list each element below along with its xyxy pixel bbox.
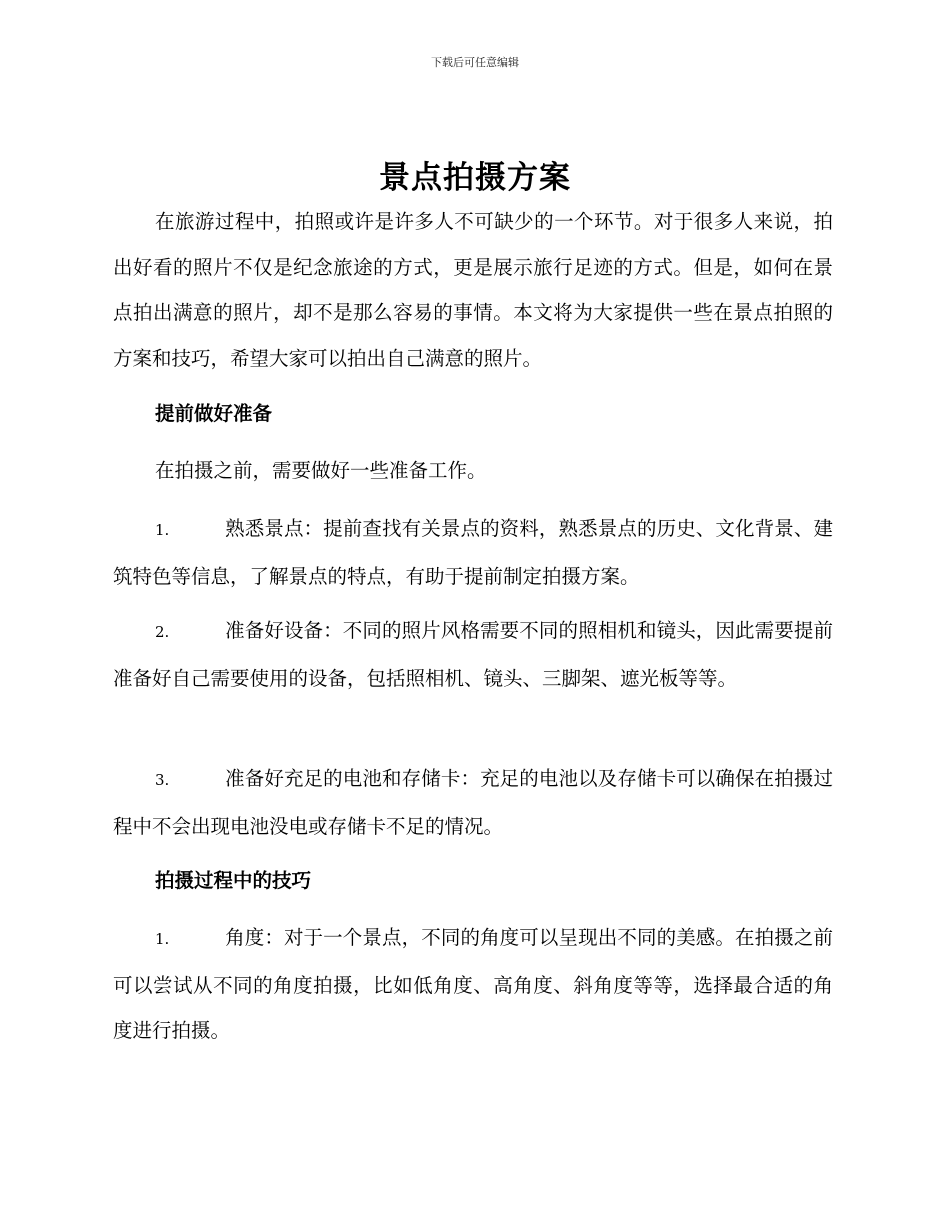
- list-item: [113, 506, 833, 599]
- intro-paragraph: 在旅游过程中，拍照或许是许多人不可缺少的一个环节。对于很多人来说，拍出好看的照片不仅是纪念旅途的方式，更是展示旅行足迹的方式。但是，如何在景点拍出满意的照片，却不是那么容易的事情。本文将为大家提供一些在景点拍照的方案和技巧，希望大家可以拍出自己满意的照片。: [113, 210, 833, 370]
- list-item: [113, 915, 833, 1054]
- section-lead-text: 在拍摄之前，需要做好一些准备工作。: [155, 459, 487, 482]
- list-item: [113, 608, 833, 701]
- list-item: [113, 756, 833, 849]
- list-item-text: 准备好设备：不同的照片风格需要不同的照相机和镜头，因此需要提前准备好自己需要使用的设备，包括照相机、镜头、三脚架、遮光板等等。: [113, 619, 833, 690]
- list-item-number: 1.: [155, 521, 170, 539]
- document-title: 景点拍摄方案: [379, 160, 571, 196]
- list-item-text: 熟悉景点：提前查找有关景点的资料，熟悉景点的历史、文化背景、建筑特色等信息，了解景点的特点，有助于提前制定拍摄方案。: [113, 517, 833, 588]
- list-item-text: 角度：对于一个景点，不同的角度可以呈现出不同的美感。在拍摄之前可以尝试从不同的角度拍摄，比如低角度、高角度、斜角度等等，选择最合适的角度进行拍摄。: [113, 926, 833, 1042]
- list-item-number: 1.: [155, 930, 170, 948]
- section-heading-preparation: 提前做好准备: [155, 402, 273, 425]
- section-heading-techniques: 拍摄过程中的技巧: [155, 869, 312, 892]
- header-note: 下载后可任意编辑: [431, 56, 519, 69]
- list-item-number: 3.: [155, 771, 170, 789]
- list-item-text: 准备好充足的电池和存储卡：充足的电池以及存储卡可以确保在拍摄过程中不会出现电池没电或存储卡不足的情况。: [113, 767, 833, 838]
- list-item-number: 2.: [155, 623, 170, 641]
